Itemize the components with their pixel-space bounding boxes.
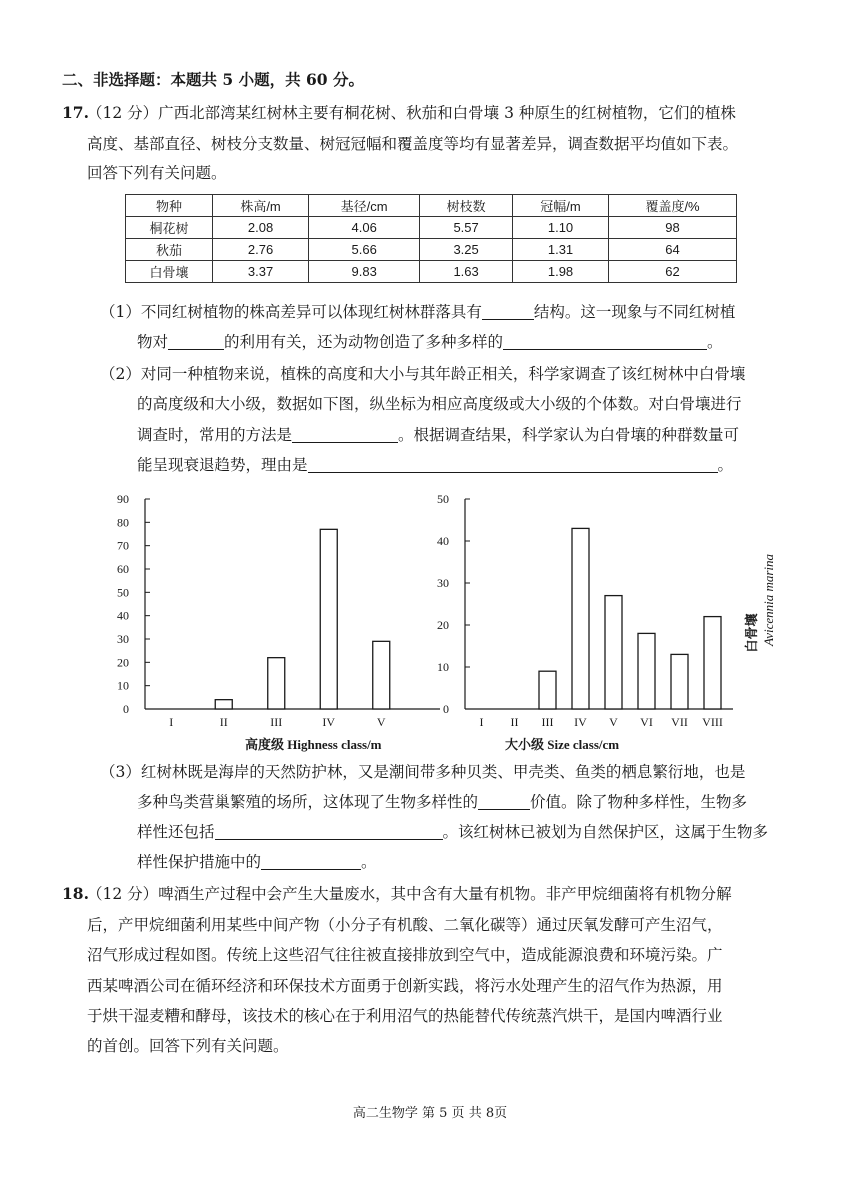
table-cell: 3.25 — [420, 239, 513, 261]
y-tick-label: 70 — [117, 538, 129, 553]
q17-part2-text: 能呈现衰退趋势，理由是 — [137, 456, 308, 474]
q17-part3-text: 。该红树林已被划为自然保护区，这属于生物多 — [442, 823, 769, 841]
mangrove-data-table — [125, 194, 737, 283]
q17-part3-text: 样性保护措施中的 — [137, 853, 262, 871]
table-cell: 2.08 — [213, 217, 309, 239]
table-cell: 1.98 — [512, 261, 608, 283]
y-tick-label: 0 — [443, 702, 449, 716]
q17-part3-line-2 — [137, 792, 747, 812]
answer-blank[interactable] — [482, 303, 534, 320]
table-cell: 64 — [609, 239, 737, 261]
table-row — [126, 239, 737, 261]
bar — [320, 529, 337, 709]
table-header-cell: 树枝数 — [420, 195, 513, 217]
bar — [671, 654, 688, 709]
bar — [215, 700, 232, 709]
x-tick-label: V — [609, 715, 618, 729]
answer-blank[interactable] — [308, 456, 718, 473]
table-row — [126, 217, 737, 239]
table-cell: 3.37 — [213, 261, 309, 283]
q17-part3-line-4 — [137, 852, 377, 872]
q17-part1-line-1 — [100, 302, 735, 322]
table-header-cell: 覆盖度/% — [609, 195, 737, 217]
y-tick-label: 90 — [117, 492, 129, 506]
size-class-chart — [430, 488, 790, 758]
table-cell: 2.76 — [213, 239, 309, 261]
q17-part1-text: 的利用有关，还为动物创造了多种多样的 — [224, 333, 504, 351]
q17-part2-text: 。 — [717, 456, 734, 474]
answer-blank[interactable] — [168, 333, 224, 350]
q17-part1-text: 物对 — [137, 333, 169, 351]
y-tick-label: 30 — [437, 576, 449, 590]
y-tick-label: 20 — [117, 655, 129, 670]
q17-part2-line-2: 的高度级和大小级，数据如下图，纵坐标为相应高度级或大小级的个体数。对白骨壤进行 — [137, 395, 742, 413]
y-tick-label: 10 — [117, 678, 129, 693]
q17-part3-text: 。 — [361, 853, 377, 871]
table-cell: 1.63 — [420, 261, 513, 283]
q17-part3-line-3 — [137, 822, 768, 842]
q17-part1-text: 。 — [707, 333, 723, 351]
y-tick-label: 0 — [123, 702, 129, 716]
q18-line-5: 于烘干湿麦糟和酵母，该技术的核心在于利用沼气的热能替代传统蒸汽烘干，是国内啤酒行业 — [87, 1007, 723, 1025]
x-tick-label: VIII — [702, 715, 723, 729]
bar — [539, 671, 556, 709]
q17-part3-text: 样性还包括 — [137, 823, 215, 841]
table-cell: 1.31 — [512, 239, 608, 261]
table-cell: 9.83 — [309, 261, 420, 283]
x-tick-label: VII — [671, 715, 688, 729]
question-17-number: 17. — [62, 103, 89, 122]
table-cell: 5.66 — [309, 239, 420, 261]
y-tick-label: 40 — [437, 534, 449, 548]
q18-line-4: 西某啤酒公司在循环经济和环保技术方面勇于创新实践，将污水处理产生的沼气作为热源，用 — [87, 977, 723, 995]
table-header-cell: 冠幅/m — [512, 195, 608, 217]
answer-blank[interactable] — [215, 823, 443, 840]
y-tick-label: 30 — [117, 632, 129, 646]
page-footer: 高二生物学 第 5 页 共 8页 — [352, 1106, 508, 1121]
y-tick-label: 20 — [437, 618, 449, 632]
table-cell: 4.06 — [309, 217, 420, 239]
table-header-cell: 株高/m — [213, 195, 309, 217]
y-tick-label: 10 — [437, 660, 449, 674]
y-tick-label: 40 — [117, 608, 129, 623]
q17-part2-text: 。根据调查结果，科学家认为白骨壤的种群数量可 — [398, 426, 740, 444]
answer-blank[interactable] — [292, 426, 398, 443]
table-cell: 秋茄 — [126, 239, 213, 261]
q17-part3-text: 价值。除了物种多样性，生物多 — [530, 793, 748, 811]
x-axis-label: 高度级 Highness class/m — [245, 737, 382, 752]
y-tick-label: 50 — [437, 492, 449, 506]
x-tick-label: III — [541, 715, 554, 729]
table-cell: 白骨壤 — [126, 261, 213, 283]
y-tick-label: 80 — [117, 515, 129, 530]
q17-part1-text: （1）不同红树植物的株高差异可以体现红树林群落具有 — [100, 303, 482, 321]
q18-line-3: 沼气形成过程如图。传统上这些沼气往往被直接排放到空气中，造成能源浪费和环境污染。广 — [87, 946, 723, 964]
q17-part3-text: 多种鸟类营巢繁殖的场所，这体现了生物多样性的 — [137, 793, 479, 811]
table-cell: 98 — [609, 217, 737, 239]
q18-line-2: 后，产甲烷细菌利用某些中间产物（小分子有机酸、二氧化碳等）通过厌氧发酵可产生沼气， — [87, 916, 723, 934]
x-axis-label: 大小级 Size class/cm — [505, 737, 620, 752]
bar — [638, 633, 655, 709]
question-18-number: 18. — [62, 884, 89, 903]
x-tick-label: III — [270, 715, 283, 729]
section-heading: 二、非选择题：本题共 5 小题，共 60 分。 — [62, 70, 364, 89]
q18-line-6: 的首创。回答下列有关问题。 — [87, 1037, 289, 1055]
q17-part2-line-3 — [137, 425, 739, 445]
bar — [605, 596, 622, 709]
q17-part1-line-2 — [137, 332, 723, 352]
table-row — [126, 261, 737, 283]
x-tick-label: I — [479, 715, 484, 729]
q17-intro-line-3: 回答下列有关问题。 — [87, 164, 227, 182]
species-label-latin: Avicennia marina — [761, 553, 776, 647]
species-label-cn: 白骨壤 — [744, 613, 759, 653]
bar — [704, 617, 721, 709]
table-cell: 1.10 — [512, 217, 608, 239]
x-tick-label: II — [510, 715, 519, 729]
q17-intro-line-2: 高度、基部直径、树枝分支数量、树冠冠幅和覆盖度等均有显著差异，调查数据平均值如下表。 — [87, 135, 739, 153]
y-tick-label: 60 — [117, 562, 129, 576]
table-header-cell: 物种 — [126, 195, 213, 217]
table-header-cell: 基径/cm — [309, 195, 420, 217]
y-tick-label: 50 — [117, 585, 129, 600]
table-cell: 桐花树 — [126, 217, 213, 239]
bar — [268, 658, 285, 709]
q18-line-1: （12 分）啤酒生产过程中会产生大量废水，其中含有大量有机物。非产甲烷细菌将有机物分解 — [87, 885, 732, 903]
q17-part2-line-4 — [137, 455, 733, 475]
table-cell: 5.57 — [420, 217, 513, 239]
table-header-row — [126, 195, 737, 217]
x-tick-label: IV — [574, 715, 587, 729]
q17-part3-line-1: （3）红树林既是海岸的天然防护林，又是潮间带多种贝类、甲壳类、鱼类的栖息繁衍地，也是 — [100, 763, 746, 781]
bar — [373, 641, 390, 709]
x-tick-label: I — [169, 715, 174, 729]
q17-intro-line-1: （12 分）广西北部湾某红树林主要有桐花树、秋茄和白骨壤 3 种原生的红树植物，它们的植株 — [87, 104, 736, 122]
answer-blank[interactable] — [503, 333, 707, 350]
x-tick-label: VI — [640, 715, 653, 729]
x-tick-label: IV — [322, 715, 336, 729]
q17-part2-text: 调查时，常用的方法是 — [137, 426, 293, 444]
answer-blank[interactable] — [478, 793, 530, 810]
x-tick-label: II — [219, 715, 228, 729]
bar — [572, 528, 589, 709]
answer-blank[interactable] — [261, 853, 361, 870]
table-cell: 62 — [609, 261, 737, 283]
q17-part1-text: 结构。这一现象与不同红树植 — [533, 303, 736, 321]
x-tick-label: V — [376, 715, 386, 729]
q17-part2-line-1: （2）对同一种植物来说，植株的高度和大小与其年龄正相关，科学家调查了该红树林中白骨壤 — [100, 365, 746, 383]
